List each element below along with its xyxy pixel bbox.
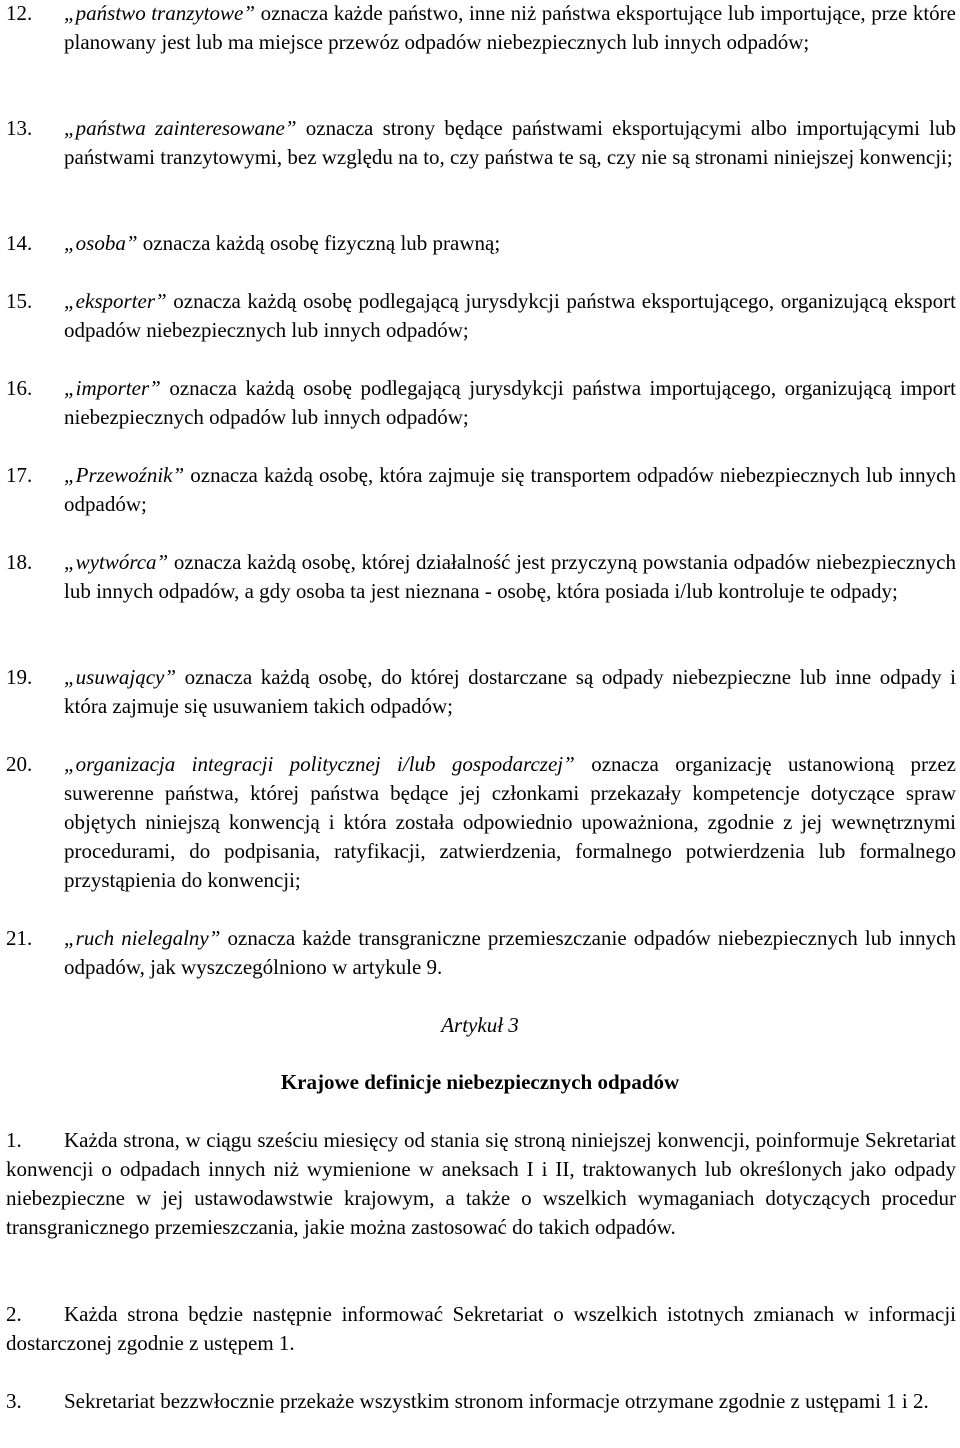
definition-term: „osoba” bbox=[64, 231, 138, 255]
paragraph-number: 1. bbox=[6, 1128, 22, 1152]
definition-text: oznacza każdą osobę, która zajmuje się transportem odpadów niebezpiecznych lub innych odpadów; bbox=[64, 463, 956, 516]
definition-term: „importer” bbox=[64, 376, 161, 400]
definition-text: oznacza każdą osobę podlegającą jurysdykcji państwa importującego, organizującą import niebezpiecznych odpadów lub innych odpadów; bbox=[64, 376, 956, 429]
article-paragraph-1 bbox=[6, 1126, 956, 1242]
paragraph-text: Każda strona będzie następnie informować Sekretariat o wszelkich istotnych zmianach w informacji dostarczonej zgodnie z ustępem 1. bbox=[6, 1302, 956, 1355]
definition-18 bbox=[6, 548, 956, 606]
definition-text: oznacza każde transgraniczne przemieszczanie odpadów niebezpiecznych lub innych odpadów, jak wyszczególniono w artykule 9. bbox=[64, 926, 956, 979]
definition-number: 12. bbox=[6, 1, 33, 25]
definition-text: oznacza każdą osobę, której działalność jest przyczyną powstania odpadów niebezpiecznych lub innych odpadów, a gdy osoba ta jest nieznana - osobę, która posiada i/lub kontroluje te odpady; bbox=[64, 550, 956, 603]
definition-number: 18. bbox=[6, 550, 33, 574]
definition-term: „państwa zainteresowane” bbox=[64, 116, 297, 140]
definition-20 bbox=[6, 750, 956, 895]
definition-number: 13. bbox=[6, 116, 33, 140]
definition-term: „eksporter” bbox=[64, 289, 167, 313]
definition-term: „organizacja integracji politycznej i/lub gospodarczej” bbox=[64, 752, 575, 776]
definition-21 bbox=[6, 924, 956, 982]
definition-term: „wytwórca” bbox=[64, 550, 169, 574]
definition-19 bbox=[6, 663, 956, 721]
article-paragraph-2 bbox=[6, 1300, 956, 1358]
definition-number: 21. bbox=[6, 926, 33, 950]
definition-text: oznacza każdą osobę podlegającą jurysdykcji państwa eksportującego, organizującą eksport odpadów niebezpiecznych lub innych odpadów; bbox=[64, 289, 956, 342]
definition-number: 19. bbox=[6, 665, 33, 689]
paragraph-number: 2. bbox=[6, 1302, 22, 1326]
definition-number: 16. bbox=[6, 376, 33, 400]
paragraph-text: Każda strona, w ciągu sześciu miesięcy od stania się stroną niniejszej konwencji, poinformuje Sekretariat konwencji o odpadach innych niż wymienione w aneksach I i II, traktowanych lub określonych jako odpady niebezpieczne w jej ustawodawstwie krajowym, a także o wszelkich wymaganiach dotyczących procedur transgranicznego przemieszczania, jakie można zastosować do takich odpadów. bbox=[6, 1128, 956, 1239]
definition-text: oznacza każdą osobę, do której dostarczane są odpady niebezpieczne lub inne odpady i która zajmuje się usuwaniem takich odpadów; bbox=[64, 665, 956, 718]
definition-text: oznacza każde państwo, inne niż państwa eksportujące lub importujące, prze które planowany jest lub ma miejsce przewóz odpadów niebezpiecznych lub innych odpadów; bbox=[64, 1, 956, 54]
definition-term: „państwo tranzytowe” bbox=[64, 1, 256, 25]
definition-number: 15. bbox=[6, 289, 33, 313]
definition-term: „usuwający” bbox=[64, 665, 177, 689]
article-paragraph-3 bbox=[6, 1387, 956, 1416]
definition-17 bbox=[6, 461, 956, 519]
definition-text: oznacza strony będące państwami eksportującymi albo importującymi lub państwami tranzytowymi, bez względu na to, czy państwa te są, czy nie są stronami niniejszej konwencji; bbox=[64, 116, 957, 169]
definition-term: „ruch nielegalny” bbox=[64, 926, 221, 950]
article-title: Krajowe definicje niebezpiecznych odpadów bbox=[280, 1070, 680, 1094]
definition-16 bbox=[6, 374, 956, 432]
definition-number: 20. bbox=[6, 752, 33, 776]
definition-term: „Przewoźnik” bbox=[64, 463, 185, 487]
definition-13 bbox=[6, 114, 956, 172]
definition-number: 17. bbox=[6, 463, 33, 487]
article-label: Artykuł 3 bbox=[441, 1013, 519, 1037]
definition-text: oznacza każdą osobę fizyczną lub prawną; bbox=[137, 231, 501, 255]
definition-text: oznacza organizację ustanowioną przez suwerenne państwa, której państwa będące jej członkami przekazały kompetencje dotyczące spraw objętych niniejszą konwencją i która została odpowiednio upoważniona, zgodnie z jej wewnętrznymi procedurami, do podpisania, ratyfikacji, zatwierdzenia, formalnego potwierdzenia lub formalnego przystąpienia do konwencji; bbox=[64, 752, 956, 892]
definition-number: 14. bbox=[6, 231, 33, 255]
paragraph-number: 3. bbox=[6, 1389, 22, 1413]
definition-14 bbox=[6, 229, 956, 258]
paragraph-text: Sekretariat bezzwłocznie przekaże wszystkim stronom informacje otrzymane zgodnie z ustępami 1 i 2. bbox=[64, 1389, 929, 1413]
definition-15 bbox=[6, 287, 956, 345]
definition-12 bbox=[6, 0, 956, 57]
